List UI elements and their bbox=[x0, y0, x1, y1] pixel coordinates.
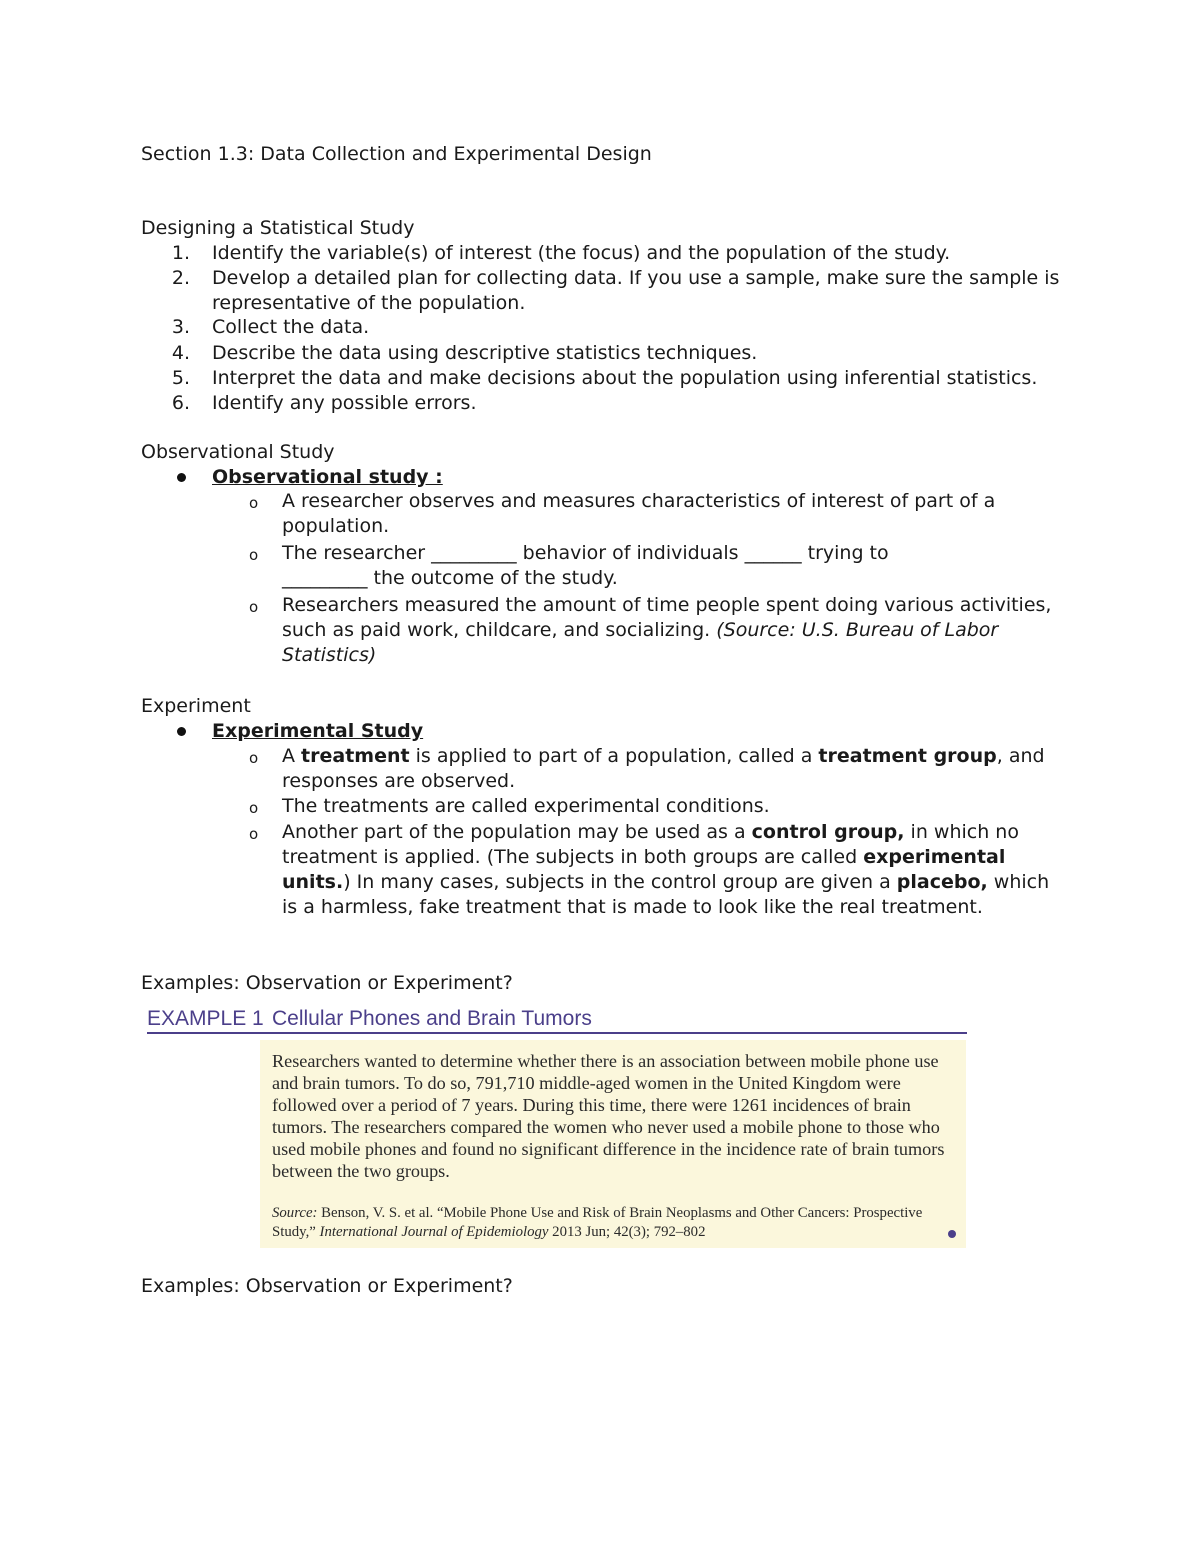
treatment-group-term: treatment group bbox=[818, 745, 997, 767]
design-heading: Designing a Statistical Study bbox=[141, 217, 415, 239]
treatment-term: treatment bbox=[301, 745, 410, 767]
observational-term: Observational study : bbox=[212, 466, 443, 488]
example-1-title: Cellular Phones and Brain Tumors bbox=[272, 1007, 592, 1030]
step-text: Describe the data using descriptive statistics techniques. bbox=[212, 342, 758, 364]
example-1-body: Researchers wanted to determine whether there is an association between mobile phone use and brain tumors. To do so, 791,710 middle-aged women in the United Kingdom were followed over a period of 7 years. During this time, there were 1261 incidences of brain tumors. The researchers compared the women who never used a mobile phone to those who used mobile phones and found no significant difference in the incidence rate of brain tumors between the two groups. bbox=[272, 1051, 945, 1181]
experiment-term: Experimental Study bbox=[212, 720, 424, 742]
control-group-term: control group, bbox=[751, 821, 905, 843]
step-text: Identify the variable(s) of interest (the focus) and the population of the study. bbox=[212, 242, 951, 264]
end-marker-icon bbox=[948, 1230, 956, 1238]
experiment-item-2: The treatments are called experimental conditions. bbox=[282, 795, 770, 817]
step-number: 6. bbox=[171, 392, 190, 414]
circle-bullet-icon: o bbox=[249, 494, 259, 512]
text-run: in which no treatment is applied. (The subjects in both groups are called bbox=[282, 821, 1019, 868]
example-1-box bbox=[260, 1040, 966, 1248]
observational-item-3-text: Researchers measured the amount of time people spent doing various activities, such as paid work, childcare, and socializing. bbox=[282, 594, 1052, 641]
observational-heading: Observational Study bbox=[141, 441, 335, 463]
circle-bullet-icon: o bbox=[249, 799, 259, 817]
step-text: Interpret the data and make decisions about the population using inferential statistics. bbox=[212, 367, 1038, 389]
source-label: Source: bbox=[272, 1205, 318, 1221]
step-text: Identify any possible errors. bbox=[212, 392, 477, 414]
placebo-term: placebo, bbox=[896, 871, 988, 893]
circle-bullet-icon: o bbox=[249, 749, 259, 767]
step-number: 3. bbox=[171, 316, 190, 338]
source-journal: International Journal of Epidemiology bbox=[319, 1224, 549, 1240]
text-run: , and responses are observed. bbox=[282, 745, 1045, 792]
step-text: Collect the data. bbox=[212, 316, 370, 338]
circle-bullet-icon: o bbox=[249, 598, 259, 616]
example-1-label: EXAMPLE 1 bbox=[147, 1007, 264, 1030]
step-number: 2. bbox=[171, 267, 190, 289]
examples-heading: Examples: Observation or Experiment? bbox=[141, 972, 513, 994]
observational-item-1: A researcher observes and measures characteristics of interest of part of a population. bbox=[282, 490, 996, 537]
step-number: 5. bbox=[171, 367, 190, 389]
observational-item-3 bbox=[282, 593, 1062, 668]
example-1-header bbox=[147, 1004, 967, 1034]
source-text: Benson, V. S. et al. “Mobile Phone Use and Risk of Brain Neoplasms and Other Cancers: Prospective Study,” bbox=[272, 1205, 923, 1240]
experimental-units-term: experimental units. bbox=[282, 846, 1006, 893]
step-text: Develop a detailed plan for collecting data. If you use a sample, make sure the sample is representative of the population. bbox=[212, 267, 1060, 314]
circle-bullet-icon: o bbox=[249, 825, 259, 843]
text-run: A bbox=[282, 745, 302, 767]
text-run: is applied to part of a population, called a bbox=[409, 745, 819, 767]
bullet-icon bbox=[177, 473, 186, 482]
observational-item-3-source: (Source: U.S. Bureau of Labor Statistics) bbox=[282, 619, 999, 666]
text-run: which is a harmless, fake treatment that is made to look like the real treatment. bbox=[282, 871, 1050, 918]
example-1-source bbox=[272, 1204, 962, 1242]
experiment-item-3 bbox=[282, 820, 1052, 920]
text-run: Another part of the population may be used as a bbox=[282, 821, 752, 843]
observational-item-2: The researcher _________ behavior of individuals ______ trying to _________ the outcome of the study. bbox=[282, 542, 889, 589]
circle-bullet-icon: o bbox=[249, 546, 259, 564]
step-number: 4. bbox=[171, 342, 190, 364]
experiment-item-1 bbox=[282, 744, 1052, 794]
step-number: 1. bbox=[171, 242, 190, 264]
text-run: ) In many cases, subjects in the control group are given a bbox=[343, 871, 897, 893]
experiment-heading: Experiment bbox=[141, 695, 251, 717]
source-tail: 2013 Jun; 42(3); 792–802 bbox=[552, 1224, 706, 1240]
examples-heading-2: Examples: Observation or Experiment? bbox=[141, 1275, 513, 1297]
bullet-icon bbox=[177, 727, 186, 736]
page-title: Section 1.3: Data Collection and Experimental Design bbox=[141, 143, 652, 165]
